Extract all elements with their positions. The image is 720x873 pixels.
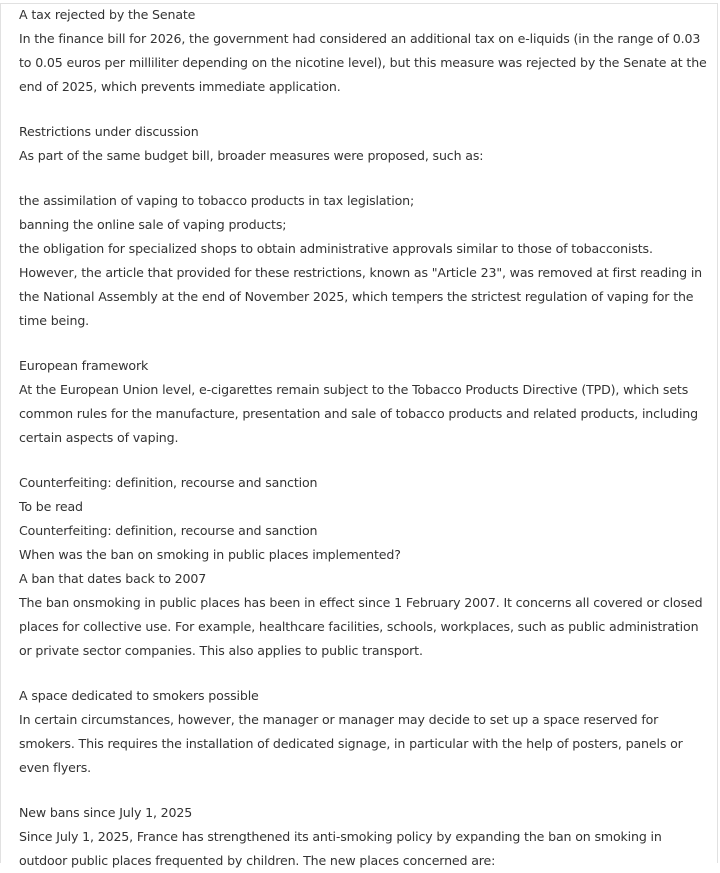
section-body-smoker-space: In certain circumstances, however, the manager or manager may decide to set up a space reserved for smokers. This requires the installation of dedicated signage, in particular with the help of posters, panels or even flyers. (19, 712, 683, 775)
section-body-new-bans: Since July 1, 2025, France has strengthened its anti-smoking policy by expanding the ban on smoking in outdoor public places frequented by children. The new places concerned are: (19, 829, 662, 868)
paragraph-gap (19, 780, 709, 801)
section-heading-tax: A tax rejected by the Senate (19, 7, 196, 22)
related-link-counterfeiting-repeat[interactable]: Counterfeiting: definition, recourse and sanction (19, 523, 318, 538)
section-question-smoking-ban: When was the ban on smoking in public places implemented? (19, 547, 401, 562)
section-heading-new-bans: New bans since July 1, 2025 (19, 805, 193, 820)
paragraph-gap (19, 99, 709, 120)
paragraph-gap (19, 333, 709, 354)
section-body-restrictions: As part of the same budget bill, broader measures were proposed, such as: (19, 148, 484, 163)
section-body-european: At the European Union level, e-cigarettes remain subject to the Tobacco Products Directive (TPD), which sets common rules for the manufacture, presentation and sale of tobacco products and related products, including certain aspects of vaping. (19, 382, 698, 445)
section-after-restrictions: However, the article that provided for these restrictions, known as "Article 23", was removed at first reading in the National Assembly at the end of November 2025, which tempers the strictest regulation of vaping for the time being. (19, 265, 703, 328)
section-body-tax: In the finance bill for 2026, the government had considered an additional tax on e-liquids (in the range of 0.03 to 0.05 euros per milliliter depending on the nicotine level), but this measure was rejected by the Senate at the end of 2025, which prevents immediate application. (19, 31, 707, 94)
paragraph-gap (19, 168, 709, 189)
restriction-item: the assimilation of vaping to tobacco products in tax legislation; (19, 193, 415, 208)
restriction-item: banning the online sale of vaping products; (19, 217, 287, 232)
article-content (19, 3, 709, 873)
restriction-item: the obligation for specialized shops to obtain administrative approvals similar to those of tobacconists. (19, 241, 653, 256)
section-body-ban-2007: The ban onsmoking in public places has been in effect since 1 February 2007. It concerns all covered or closed places for collective use. For example, healthcare facilities, schools, workplaces, such as public administration or private sector companies. This also applies to public transport. (19, 595, 703, 658)
to-be-read-label: To be read (19, 499, 83, 514)
paragraph-gap (19, 663, 709, 684)
section-heading-ban-2007: A ban that dates back to 2007 (19, 571, 207, 586)
section-heading-restrictions: Restrictions under discussion (19, 124, 199, 139)
paragraph-gap (19, 450, 709, 471)
related-link-counterfeiting[interactable]: Counterfeiting: definition, recourse and sanction (19, 475, 318, 490)
section-heading-smoker-space: A space dedicated to smokers possible (19, 688, 259, 703)
section-heading-european: European framework (19, 358, 149, 373)
